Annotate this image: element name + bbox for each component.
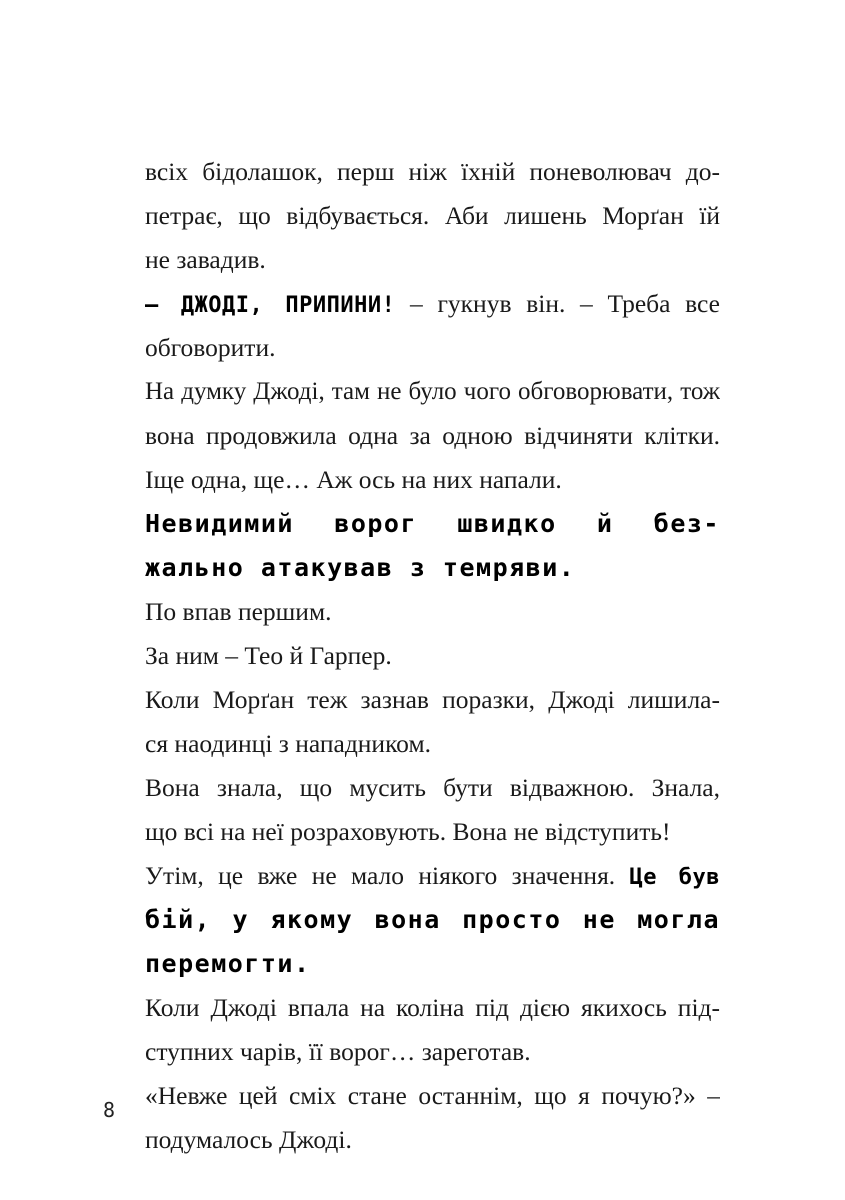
text-line: всіх бідолашок, перш ніж їхній поневолювач до- [145,157,720,186]
text-line: не завадив. [145,245,266,274]
text-line: «Невже цей сміх стане останнім, що я почую?» – [145,1081,720,1110]
text-line: петрає, що відбувається. Аби лишень Морґан їй [145,201,720,230]
text-line: Коли Морґан теж зазнав поразки, Джоді лишила- [145,685,720,714]
emphasized-line: бій, у якому вона просто не могла [145,905,720,934]
text-span: Утім, це вже не мало ніякого значення. [145,861,630,890]
emphasized-text: – ДЖОДІ, ПРИПИНИ! [145,293,396,318]
page-number: 8 [103,1098,116,1122]
text-line: По впав першим. [145,597,332,626]
text-line: що всі на неї розраховують. Вона не відступить! [145,817,671,846]
text-line: Коли Джоді впала на коліна під дією якихось під- [145,993,720,1022]
text-line: обговорити. [145,333,276,362]
emphasized-line: перемогти. [145,949,311,978]
text-line: ступних чарів, її ворог… зареготав. [145,1037,531,1066]
emphasized-line: Невидимий ворог швидко й без- [145,509,720,538]
text-line: За ним – Тео й Гарпер. [145,641,392,670]
text-line: вона продовжила одна за одною відчиняти клітки. [145,421,720,450]
text-line [145,854,720,898]
emphasized-line: жально атакував з темряви. [145,553,576,582]
text-span: – гукнув він. – Треба все [395,289,720,318]
text-line: подумалось Джоді. [145,1125,352,1154]
text-line: На думку Джоді, там не було чого обговорювати, тож [145,378,720,405]
page-body-text [145,150,720,1162]
emphasized-text: Це був [629,865,720,890]
text-line: Іще одна, ще… Аж ось на них напали. [145,465,562,494]
text-line: Вона знала, що мусить бути відважною. Знала, [145,773,720,802]
text-line [145,282,720,326]
text-line: ся наодинці з нападником. [145,729,431,758]
